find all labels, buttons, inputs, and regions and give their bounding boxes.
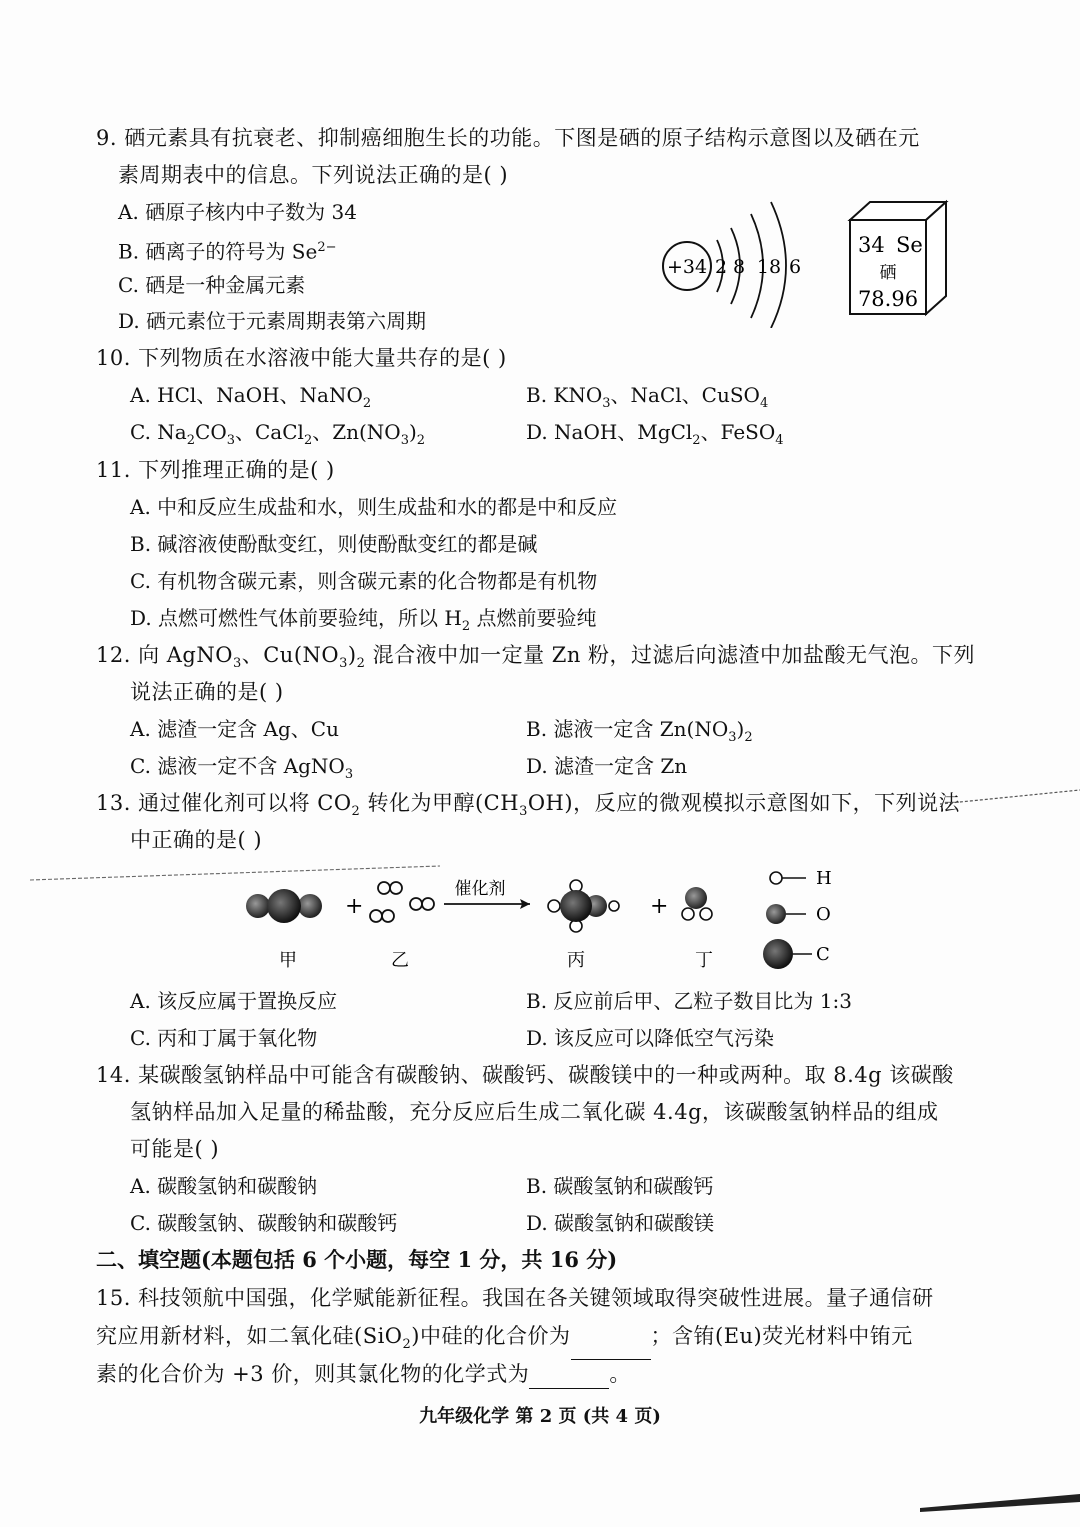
q9-option-b: B. 硒离子的符号为 $Se^{2-}$ [118, 239, 337, 264]
q14-stem-line2: 氢钠样品加入足量的稀盐酸，充分反应后生成二氧化碳 4.4g，该碳酸氢钠样品的组成 [130, 1100, 939, 1124]
catalyst-label: 催化剂 [454, 879, 506, 899]
q9-option-d: D. 硒元素位于元素周期表第六周期 [118, 309, 427, 333]
q10-stem: 10. 下列物质在水溶液中能大量共存的是( ) [96, 346, 507, 370]
label-bing: 丙 [567, 950, 585, 971]
selenium-atom-diagram [655, 188, 815, 328]
label-yi: 乙 [391, 950, 409, 971]
q12-option-c: C. 滤液一定不含 AgNO$_3$ [130, 754, 354, 782]
legend-c: C [816, 944, 830, 965]
section-2-heading: 二、填空题(本题包括 6 个小题，每空 1 分，共 16 分) [96, 1247, 618, 1272]
q14-option-a: A. 碳酸氢钠和碳酸钠 [130, 1174, 318, 1198]
q12-option-a: A. 滤渣一定含 Ag、Cu [130, 717, 339, 741]
element-mass: 78.96 [857, 287, 919, 311]
label-ding: 丁 [695, 950, 713, 971]
q10-option-d: D. NaOH、MgCl$_2$、FeSO$_4$ [526, 420, 784, 448]
page-footer: 九年级化学 第 2 页 (共 4 页) [419, 1406, 661, 1427]
element-name: 硒 [879, 263, 897, 283]
q15-line1: 15. 科技领航中国强，化学赋能新征程。我国在各关键领域取得突破性进展。量子通信研 [96, 1286, 934, 1310]
q11-option-a: A. 中和反应生成盐和水，则生成盐和水的都是中和反应 [130, 495, 618, 519]
shell-4-electrons: 6 [788, 256, 802, 278]
q14-option-b: B. 碳酸氢钠和碳酸钙 [526, 1174, 714, 1198]
q14-stem-line3: 可能是( ) [130, 1137, 220, 1161]
q12-option-d: D. 滤渣一定含 Zn [526, 754, 688, 778]
q13-option-a: A. 该反应属于置换反应 [130, 989, 338, 1013]
q12-stem-line1: 12. 向 AgNO$_3$、$Cu(NO_3)_2$ 混合液中加一定量 Zn 粉，过滤后向滤渣中加盐酸无气泡。下列 [96, 643, 976, 672]
q9-stem-line2: 素周期表中的信息。下列说法正确的是( ) [118, 163, 509, 187]
q12-stem-line2: 说法正确的是( ) [130, 680, 284, 704]
molecule-jia [246, 889, 322, 923]
molecule-bing [548, 880, 619, 932]
scan-edge-artifact [920, 1488, 1080, 1518]
q9-stem-line1: 9. 硒元素具有抗衰老、抑制癌细胞生长的功能。下图是硒的原子结构示意图以及硒在元 [96, 126, 920, 150]
q13-option-c: C. 丙和丁属于氧化物 [130, 1026, 318, 1050]
shell-2-electrons: 8 [732, 256, 746, 278]
answer-blank-2[interactable] [529, 1368, 609, 1389]
molecule-ding [682, 887, 712, 920]
shell-1-electrons: 2 [714, 256, 728, 278]
q13-option-d: D. 该反应可以降低空气污染 [526, 1026, 775, 1050]
q10-option-c: C. $Na_2CO_3$、CaCl$_2$、$Zn(NO_3)_2$ [130, 420, 426, 448]
nucleus-charge: +34 [666, 256, 708, 278]
molecule-yi [370, 882, 434, 922]
legend-h: H [816, 868, 832, 889]
q14-option-c: C. 碳酸氢钠、碳酸钠和碳酸钙 [130, 1211, 398, 1235]
reaction-diagram [230, 860, 850, 975]
q11-stem: 11. 下列推理正确的是( ) [96, 458, 335, 482]
shell-3-electrons: 18 [756, 256, 782, 278]
q15-line3: 素的化合价为 +3 价，则其氯化物的化学式为 。 [96, 1359, 631, 1389]
q9-option-c: C. 硒是一种金属元素 [118, 273, 306, 297]
q13-option-b: B. 反应前后甲、乙粒子数目比为 1:3 [526, 989, 852, 1013]
q13-stem-line2: 中正确的是( ) [130, 828, 263, 852]
selenium-element-card [840, 198, 952, 320]
q12-option-b: B. 滤液一定含 $Zn(NO_3)_2$ [526, 717, 753, 745]
q11-option-d: D. 点燃可燃性气体前要验纯，所以 $H_2$ 点燃前要验纯 [130, 606, 597, 634]
legend [763, 868, 832, 969]
q14-stem-line1: 14. 某碳酸氢钠样品中可能含有碳酸钠、碳酸钙、碳酸镁中的一种或两种。取 8.4g 该碳酸 [96, 1063, 954, 1087]
label-jia: 甲 [279, 950, 297, 971]
q9-option-a: A. 硒原子核内中子数为 34 [118, 200, 357, 224]
answer-blank-1[interactable] [571, 1339, 651, 1360]
q14-option-d: D. 碳酸氢钠和碳酸镁 [526, 1211, 715, 1235]
element-number: 34 [858, 233, 885, 257]
plus-sign-2: + [650, 894, 669, 919]
plus-sign-1: + [345, 894, 364, 919]
legend-o: O [816, 904, 831, 925]
q11-option-c: C. 有机物含碳元素，则含碳元素的化合物都是有机物 [130, 569, 598, 593]
q10-option-a: A. HCl、NaOH、NaNO$_2$ [130, 383, 372, 411]
q15-line2: 究应用新材料，如二氧化硅(SiO$_2$)中硅的化合价为 ；含铕(Eu)荧光材料中铕元 [96, 1321, 913, 1360]
q11-option-b: B. 碱溶液使酚酞变红，则使酚酞变红的都是碱 [130, 532, 538, 556]
element-symbol: Se [896, 233, 923, 257]
q13-stem-line1: 13. 通过催化剂可以将 $CO_2$ 转化为甲醇$(CH_3OH)$，反应的微观模拟示意图如下，下列说法 [96, 791, 961, 820]
q10-option-b: B. $KNO_3$、NaCl、CuSO$_4$ [526, 383, 769, 411]
